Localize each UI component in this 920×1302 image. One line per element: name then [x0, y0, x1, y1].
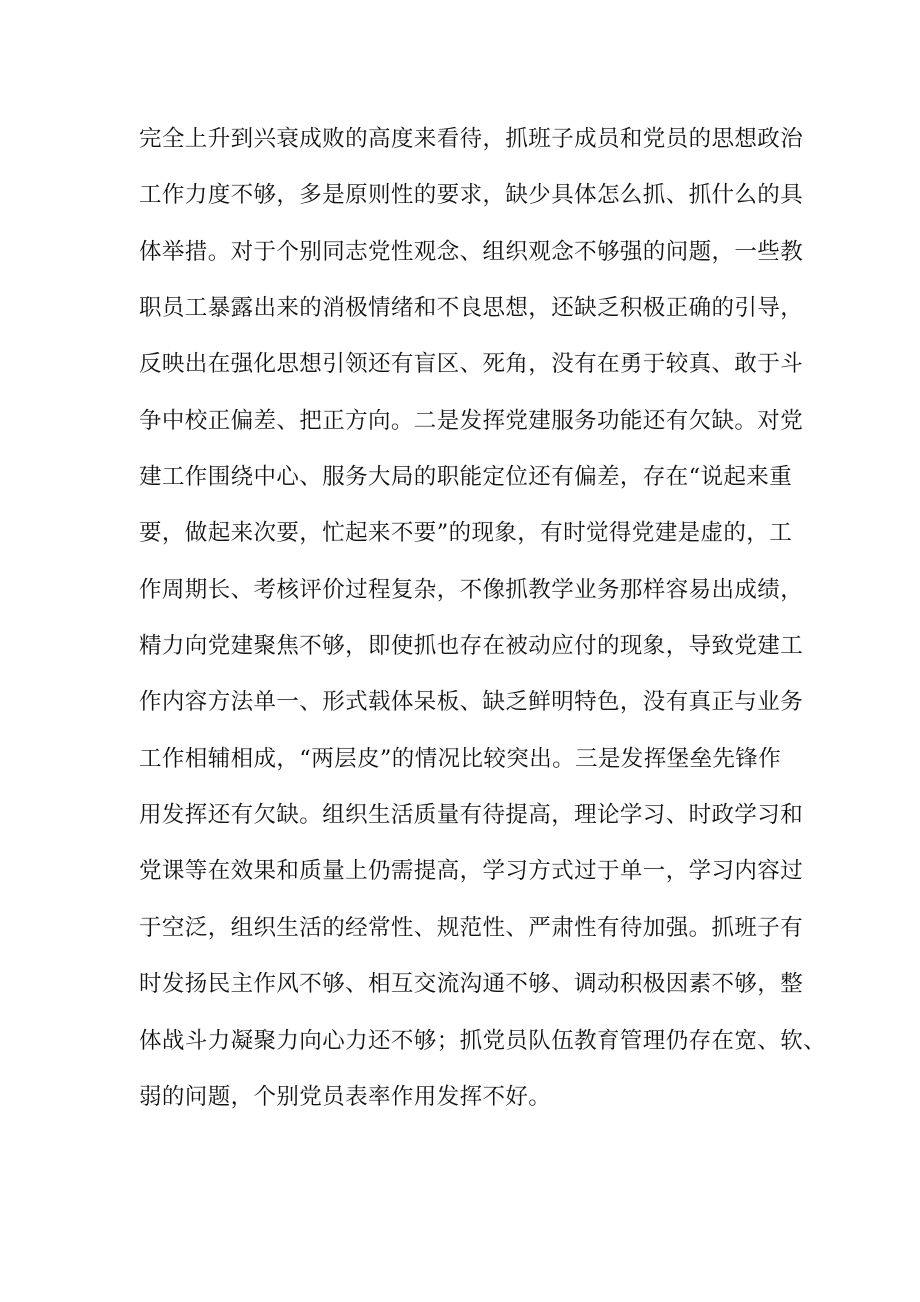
text-line: 弱的问题，个别党员表率作用发挥不好。 — [139, 1083, 552, 1110]
text-line: 体战斗力凝聚力向心力还不够；抓党员队伍教育管理仍存在宽、软、 — [139, 1027, 827, 1054]
body-paragraph — [139, 119, 827, 1133]
text-line: 反映出在强化思想引领还有盲区、死角，没有在勇于较真、敢于斗 — [139, 351, 804, 378]
text-line: 作内容方法单一、形式载体呆板、缺乏鲜明特色，没有真正与业务 — [139, 689, 804, 716]
text-line: 于空泛，组织生活的经常性、规范性、严肃性有待加强。抓班子有 — [139, 914, 804, 941]
text-line: 建工作围绕中心、服务大局的职能定位还有偏差，存在“说起来重 — [139, 464, 793, 491]
text-line: 党课等在效果和质量上仍需提高，学习方式过于单一，学习内容过 — [139, 858, 804, 885]
text-line: 工作力度不够，多是原则性的要求，缺少具体怎么抓、抓什么的具 — [139, 182, 804, 209]
text-line: 职员工暴露出来的消极情绪和不良思想，还缺乏积极正确的引导， — [139, 295, 804, 322]
text-line: 时发扬民主作风不够、相互交流沟通不够、调动积极因素不够，整 — [139, 971, 804, 998]
text-line: 作周期长、考核评价过程复杂，不像抓教学业务那样容易出成绩， — [139, 576, 804, 603]
text-line: 要，做起来次要，忙起来不要”的现象，有时觉得党建是虚的，工 — [139, 520, 793, 547]
text-line: 工作相辅相成，“两层皮”的情况比较突出。三是发挥堡垒先锋作 — [139, 745, 782, 772]
text-line: 完全上升到兴衰成败的高度来看待，抓班子成员和党员的思想政治 — [139, 126, 804, 152]
text-line: 用发挥还有欠缺。组织生活质量有待提高，理论学习、时政学习和 — [139, 802, 804, 829]
text-line: 争中校正偏差、把正方向。二是发挥党建服务功能还有欠缺。对党 — [139, 407, 804, 434]
text-line: 体举措。对于个别同志党性观念、组织观念不够强的问题，一些教 — [139, 238, 804, 265]
text-line: 精力向党建聚焦不够，即使抓也存在被动应付的现象，导致党建工 — [139, 633, 804, 660]
